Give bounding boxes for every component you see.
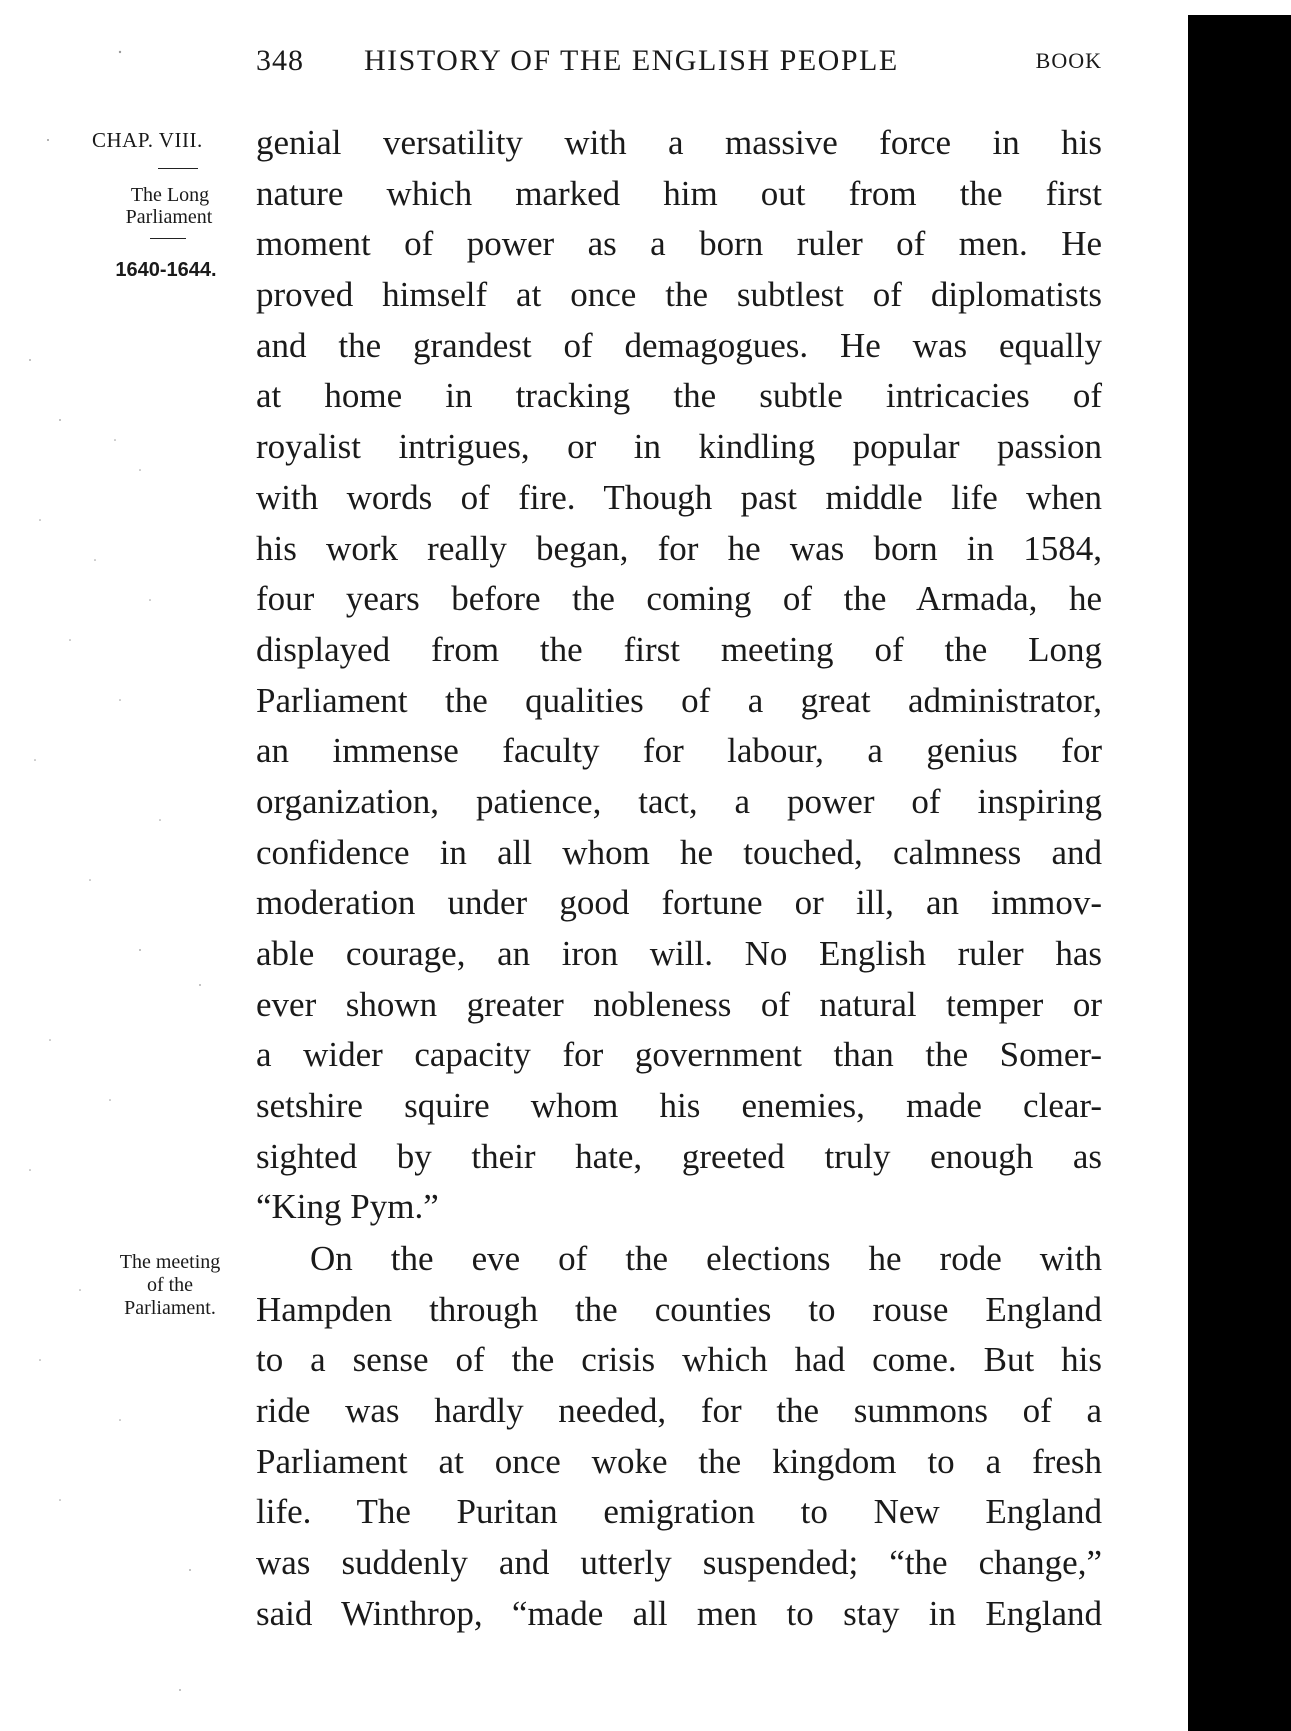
text-line: royalist intrigues, or in kindling popular passion bbox=[256, 427, 1102, 467]
sidenote-meeting-2: of the bbox=[146, 1274, 194, 1296]
text-line: able courage, an iron will. No English ruler has bbox=[256, 934, 1102, 973]
text-line: moment of power as a born ruler of men. He bbox=[256, 224, 1102, 264]
text-line: nature which marked him out from the first bbox=[256, 173, 1102, 213]
page-number: 348 bbox=[256, 44, 304, 77]
text-line: “King Pym.” bbox=[256, 1187, 439, 1227]
paragraph-2 bbox=[256, 1234, 1102, 1640]
sidenote-meeting-3: Parliament. bbox=[124, 1297, 216, 1319]
text-line: confidence in all whom he touched, calmness and bbox=[256, 832, 1102, 872]
text-line: an immense faculty for labour, a genius for bbox=[256, 731, 1102, 771]
text-line: displayed from the first meeting of the Long bbox=[256, 629, 1102, 669]
text-line: Parliament at once woke the kingdom to a fresh bbox=[256, 1441, 1102, 1481]
text-line: ever shown greater nobleness of natural temper or bbox=[256, 984, 1102, 1024]
text-line: Hampden through the counties to rouse England bbox=[256, 1289, 1102, 1329]
text-line: organization, patience, tact, a power of inspiring bbox=[256, 781, 1102, 821]
chapter-label: CHAP. VIII. bbox=[92, 128, 203, 152]
text-line: said Winthrop, “made all men to stay in England bbox=[256, 1593, 1102, 1633]
text-line: proved himself at once the subtlest of diplomatists bbox=[256, 275, 1102, 315]
sidenote-long-parliament-1: The Long bbox=[130, 184, 210, 206]
text-line: his work really began, for he was born in 1584, bbox=[256, 528, 1102, 568]
sidenote-dates: 1640-1644. bbox=[115, 259, 217, 281]
paragraph-1 bbox=[256, 118, 1102, 1233]
text-line: sighted by their hate, greeted truly enough as bbox=[256, 1136, 1102, 1176]
text-line: setshire squire whom his enemies, made clear- bbox=[256, 1086, 1102, 1126]
book-title: HISTORY OF THE ENGLISH PEOPLE bbox=[364, 44, 899, 77]
text-line: four years before the coming of the Armada, he bbox=[256, 579, 1102, 619]
text-line: with words of fire. Though past middle life when bbox=[256, 477, 1102, 517]
book-label: BOOK bbox=[1035, 48, 1102, 73]
margin-rule bbox=[150, 238, 186, 239]
scan-edge-bar bbox=[1188, 15, 1291, 1731]
text-line: was suddenly and utterly suspended; “the change,” bbox=[256, 1543, 1102, 1583]
sidenote-long-parliament-2: Parliament bbox=[125, 206, 213, 228]
text-line: life. The Puritan emigration to New England bbox=[256, 1492, 1102, 1532]
margin-rule bbox=[158, 168, 198, 169]
sidenote-meeting-1: The meeting bbox=[119, 1251, 221, 1273]
text-line: On the eve of the elections he rode with bbox=[310, 1239, 1102, 1278]
text-line: moderation under good fortune or ill, an immov- bbox=[256, 883, 1102, 923]
text-line: a wider capacity for government than the Somer- bbox=[256, 1035, 1102, 1075]
text-line: genial versatility with a massive force in his bbox=[256, 123, 1102, 162]
text-line: at home in tracking the subtle intricacies of bbox=[256, 376, 1102, 416]
text-line: ride was hardly needed, for the summons of a bbox=[256, 1391, 1102, 1431]
text-line: to a sense of the crisis which had come. But his bbox=[256, 1340, 1102, 1380]
text-line: Parliament the qualities of a great administrator, bbox=[256, 680, 1102, 720]
running-head bbox=[256, 44, 1102, 84]
text-line: and the grandest of demagogues. He was equally bbox=[256, 325, 1102, 365]
